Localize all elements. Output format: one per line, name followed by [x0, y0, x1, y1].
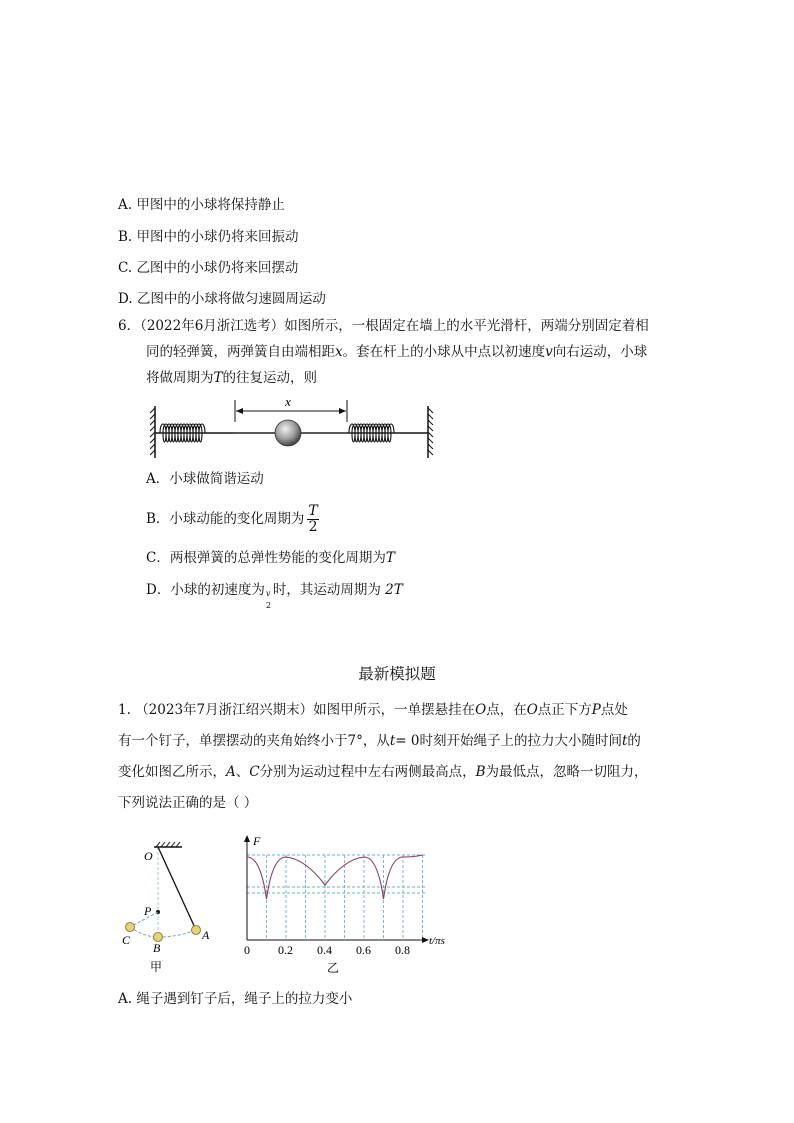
pendulum-figure	[110, 835, 220, 980]
ball-a	[192, 926, 201, 935]
q6-line1: 6．（2022年6月浙江选考）如图所示，一根固定在墙上的水平光滑杆，两端分别固定着相	[118, 318, 649, 334]
string	[158, 847, 196, 930]
x-tick-2: 0.4	[317, 943, 332, 957]
y-axis-arrow	[244, 835, 250, 842]
q6-option-b: B．小球动能的变化周期为 $\frac{T}{2}$	[146, 503, 318, 535]
x-axis-arrow	[422, 937, 429, 943]
dim-arrow-left	[236, 408, 243, 414]
q1-line1: 1. （2023年7月浙江绍兴期末）如图甲所示，一单摆悬挂在O点，在O点正下方P点处	[118, 702, 628, 718]
prev-option-b: B. 甲图中的小球仍将来回振动	[118, 229, 299, 245]
q1-option-a: A. 绳子遇到钉子后，绳子上的拉力变小	[118, 991, 353, 1007]
prev-option-c: C. 乙图中的小球仍将来回摆动	[118, 260, 299, 276]
x-axis-label: t/πs	[429, 935, 445, 947]
y-axis-label: F	[253, 834, 261, 848]
prev-option-a: A. 甲图中的小球将保持静止	[118, 197, 285, 213]
dim-arrow-right	[339, 408, 346, 414]
x-tick-0: 0	[244, 943, 250, 957]
ball-c	[126, 923, 135, 932]
q6-line2: 同的轻弹簧，两弹簧自由端相距x。套在杆上的小球从中点以初速度v向右运动，小球	[146, 344, 648, 360]
prev-option-d: D. 乙图中的小球将做匀速圆周运动	[118, 291, 326, 307]
q6-option-d: D．小球的初速度为 v 2 时，其运动周期为 2T	[146, 582, 403, 610]
x-tick-3: 0.6	[356, 943, 371, 957]
fraction-t-over-2: $\frac{T}{2}$	[308, 503, 318, 535]
q6-option-a: A．小球做简谐运动	[146, 471, 264, 487]
label-c: C	[122, 933, 131, 947]
ball	[275, 420, 301, 446]
label-o: O	[144, 849, 153, 863]
force-time-chart	[235, 825, 460, 985]
x-tick-4: 0.8	[395, 943, 410, 957]
x-tick-1: 0.2	[278, 943, 293, 957]
spring-ball-figure	[150, 392, 440, 464]
section-title: 最新模拟题	[358, 665, 436, 683]
caption-yi: 乙	[327, 961, 340, 975]
q1-line2: 有一个钉子，单摆摆动的夹角始终小于7°，从t= 0时刻开始绳子上的拉力大小随时间t的	[118, 733, 641, 749]
swing-arc	[130, 927, 196, 937]
label-b: B	[153, 941, 161, 955]
force-curve	[247, 855, 423, 899]
x-tick-labels	[244, 943, 410, 957]
q6-line3: 将做周期为T的往复运动，则	[146, 370, 318, 386]
q6-option-c: C．两根弹簧的总弹性势能的变化周期为T	[146, 550, 395, 566]
caption-jia: 甲	[150, 960, 163, 974]
dim-label-x: x	[285, 394, 291, 409]
label-p: P	[144, 904, 152, 918]
q1-line3: 变化如图乙所示，A、C分别为运动过程中左右两侧最高点，B为最低点，忽略一切阻力，	[118, 764, 648, 780]
q1-line4: 下列说法正确的是（ ）	[118, 795, 258, 811]
label-a: A	[202, 928, 210, 942]
